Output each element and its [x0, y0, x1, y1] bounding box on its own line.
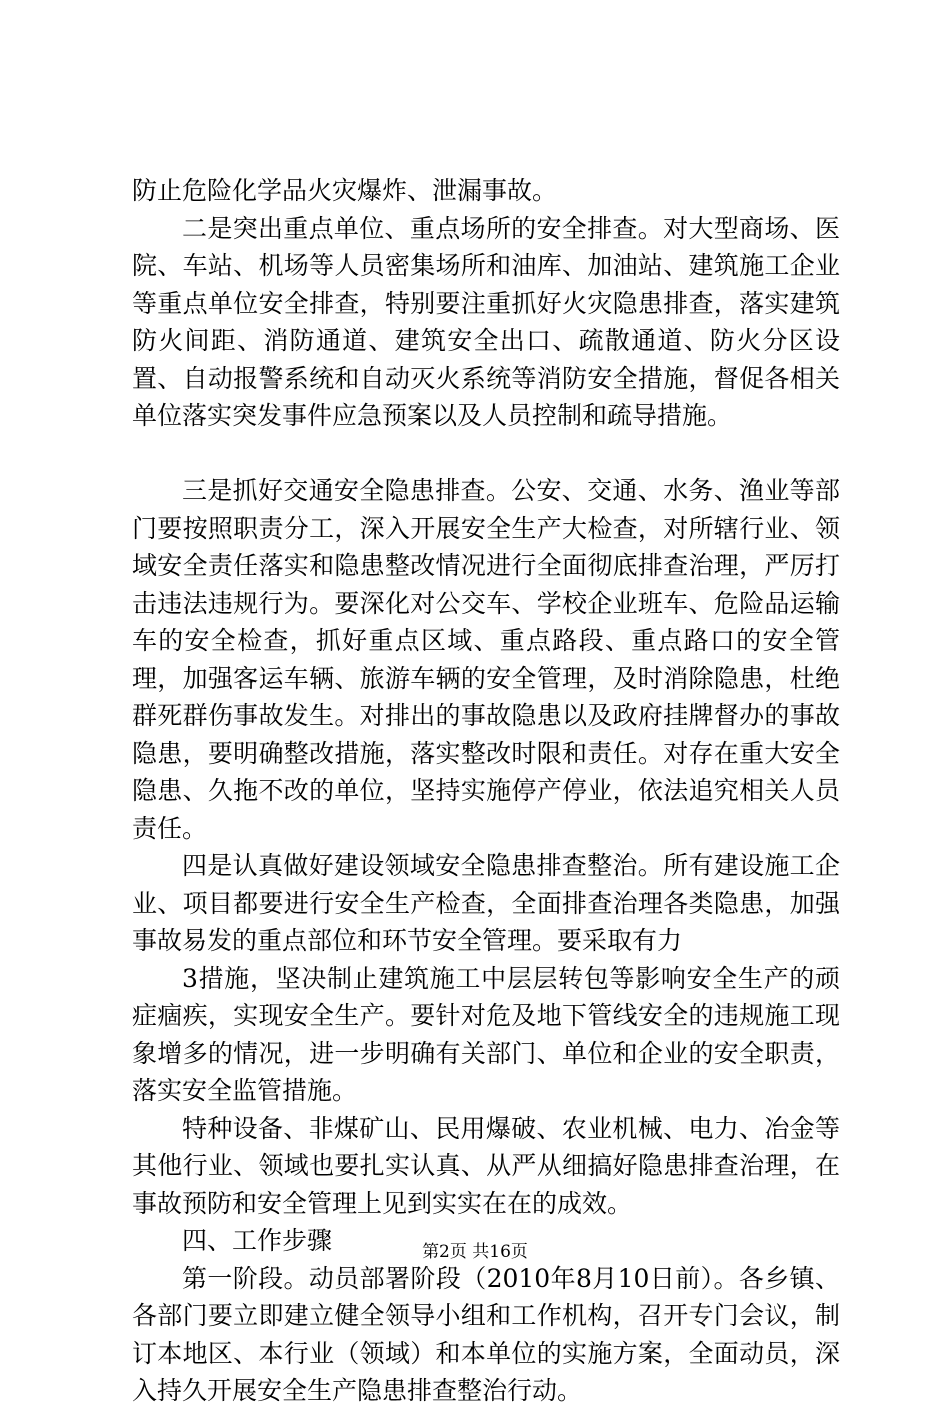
page-footer: 第2页 共16页 [422, 1242, 528, 1262]
paragraph-5: 3措施，坚决制止建筑施工中层层转包等影响安全生产的顽症痼疾，实现安全生产。要针对危及地下管线安全的违规施工现象增多的情况，进一步明确有关部门、单位和企业的安全职责，落实安全监管措施。 [132, 963, 840, 1105]
paragraph-1: 防止危险化学品火灾爆炸、泄漏事故。 [132, 176, 558, 205]
document-body [132, 172, 840, 1410]
paragraph-4: 四是认真做好建设领域安全隐患排查整治。所有建设施工企业、项目都要进行安全生产检查，全面排查治理各类隐患，加强事故易发的重点部位和环节安全管理。要采取有力 [132, 851, 840, 955]
paragraph-6: 特种设备、非煤矿山、民用爆破、农业机械、电力、冶金等其他行业、领域也要扎实认真、从严从细搞好隐患排查治理，在事故预防和安全管理上见到实实在在的成效。 [132, 1113, 840, 1218]
section-heading-work-steps: 四、工作步骤 [182, 1226, 333, 1255]
paragraph-7: 第一阶段。动员部署阶段（2010年8月10日前）。各乡镇、各部门要立即建立健全领导小组和工作机构，召开专门会议，制订本地区、本行业（领域）和本单位的实施方案，全面动员，深入持久开展安全生产隐患排查整治行动。 [132, 1263, 840, 1405]
paragraph-2: 二是突出重点单位、重点场所的安全排查。对大型商场、医院、车站、机场等人员密集场所和油库、加油站、建筑施工企业等重点单位安全排查，特别要注重抓好火灾隐患排查，落实建筑防火间距、消防通道、建筑安全出口、疏散通道、防火分区设置、自动报警系统和自动灭火系统等消防安全措施，督促各相关单位落实突发事件应急预案以及人员控制和疏导措施。 [132, 213, 840, 430]
paragraph-3: 三是抓好交通安全隐患排查。公安、交通、水务、渔业等部门要按照职责分工，深入开展安全生产大检查，对所辖行业、领域安全责任落实和隐患整改情况进行全面彻底排查治理，严厉打击违法违规行为。要深化对公交车、学校企业班车、危险品运输车的安全检查，抓好重点区域、重点路段、重点路口的安全管理，加强客运车辆、旅游车辆的安全管理，及时消除隐患，杜绝群死群伤事故发生。对排出的事故隐患以及政府挂牌督办的事故隐患，要明确整改措施，落实整改时限和责任。对存在重大安全隐患、久拖不改的单位，坚持实施停产停业，依法追究相关人员责任。 [132, 476, 840, 843]
